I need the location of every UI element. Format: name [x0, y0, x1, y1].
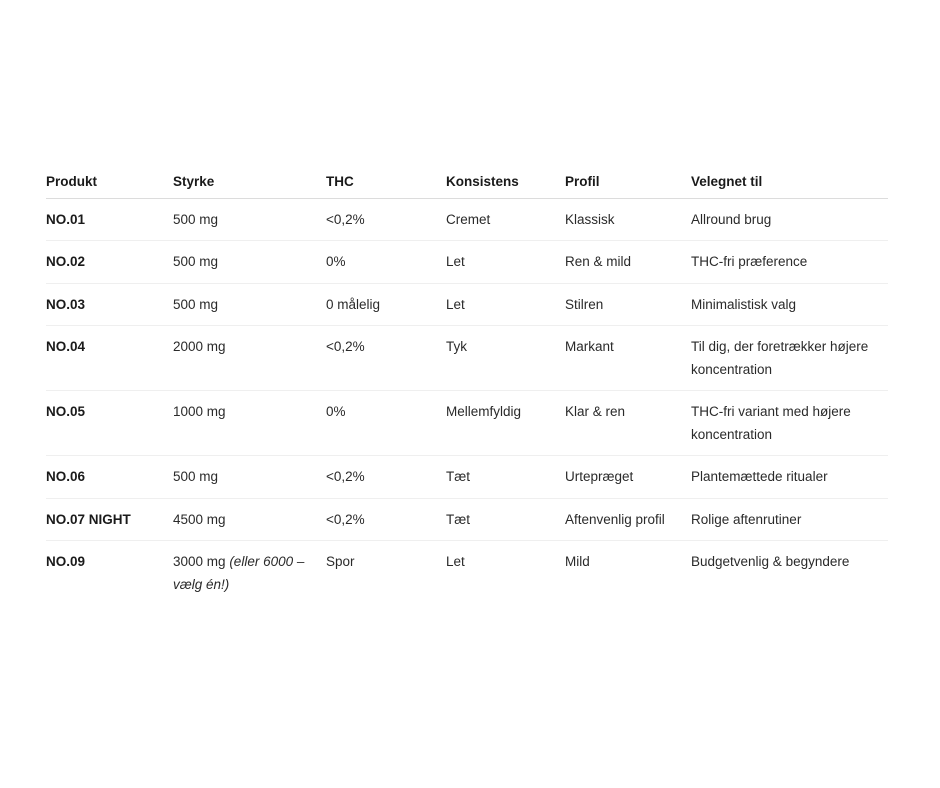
- cell-konsistens: [446, 541, 565, 606]
- cell-velegnet-til-text: Minimalistisk valg: [691, 296, 797, 312]
- cell-thc: [326, 498, 446, 541]
- cell-profil: [565, 198, 691, 241]
- cell-thc-text: <0,2%: [326, 339, 365, 354]
- cell-velegnet-til: [691, 198, 888, 241]
- cell-konsistens: [446, 326, 565, 391]
- cell-konsistens: [446, 391, 565, 456]
- cell-styrke-text: 500 mg: [173, 254, 219, 269]
- table-row: [46, 541, 888, 606]
- cell-produkt: [46, 498, 173, 541]
- table-body: [46, 198, 888, 605]
- cell-styrke-text: 500 mg: [173, 469, 219, 484]
- cell-profil: [565, 541, 691, 606]
- table-row: [46, 198, 888, 241]
- cell-styrke: [173, 326, 326, 391]
- cell-thc: [326, 283, 446, 326]
- cell-thc-text: <0,2%: [326, 211, 365, 227]
- table-header: [46, 164, 888, 198]
- cell-velegnet-til-text: Budgetvenlig & begyndere: [691, 554, 850, 569]
- cell-styrke: [173, 541, 326, 606]
- cell-produkt-text: NO.07 NIGHT: [46, 511, 131, 527]
- cell-styrke-text: 500 mg: [173, 211, 219, 227]
- cell-thc-text: 0 målelig: [326, 296, 381, 312]
- cell-velegnet-til: [691, 391, 888, 456]
- product-comparison-table: [46, 164, 888, 605]
- cell-thc: [326, 391, 446, 456]
- cell-profil: [565, 241, 691, 284]
- cell-konsistens-text: Let: [446, 254, 465, 269]
- cell-profil: [565, 456, 691, 499]
- cell-profil: [565, 391, 691, 456]
- cell-konsistens-text: Tæt: [446, 469, 471, 484]
- header-row: [46, 164, 888, 198]
- cell-styrke: [173, 456, 326, 499]
- cell-velegnet-til-text: Plantemættede ritualer: [691, 469, 828, 484]
- cell-velegnet-til-text: THC-fri variant med højere koncentration: [691, 404, 851, 442]
- cell-styrke-text: 4500 mg: [173, 511, 226, 527]
- cell-produkt: [46, 391, 173, 456]
- cell-thc-text: 0%: [326, 254, 346, 269]
- header-konsistens: Konsistens: [446, 164, 565, 198]
- cell-velegnet-til: [691, 498, 888, 541]
- table-row: [46, 456, 888, 499]
- cell-produkt-text: NO.06: [46, 469, 86, 484]
- cell-styrke-text: 2000 mg: [173, 339, 226, 354]
- cell-profil-text: Mild: [565, 554, 590, 569]
- cell-styrke-text: 1000 mg: [173, 404, 226, 419]
- cell-konsistens: [446, 456, 565, 499]
- cell-produkt: [46, 541, 173, 606]
- cell-konsistens: [446, 498, 565, 541]
- cell-velegnet-til-text: THC-fri præference: [691, 254, 808, 269]
- cell-konsistens-text: Mellemfyldig: [446, 404, 522, 419]
- table-row: [46, 283, 888, 326]
- cell-profil-text: Stilren: [565, 296, 604, 312]
- cell-velegnet-til: [691, 456, 888, 499]
- cell-profil-text: Ren & mild: [565, 254, 632, 269]
- cell-thc-text: Spor: [326, 554, 355, 569]
- header-velegnet-til: Velegnet til: [691, 164, 888, 198]
- header-thc: THC: [326, 164, 446, 198]
- styrke-note: (eller 6000 – vælg én!): [173, 554, 305, 592]
- cell-profil-text: Aftenvenlig profil: [565, 511, 665, 527]
- cell-konsistens-text: Let: [446, 554, 465, 569]
- cell-profil-text: Klassisk: [565, 211, 615, 227]
- cell-thc-text: <0,2%: [326, 469, 365, 484]
- cell-produkt-text: NO.03: [46, 296, 86, 312]
- cell-thc: [326, 326, 446, 391]
- cell-thc-text: <0,2%: [326, 511, 365, 527]
- table-row: [46, 498, 888, 541]
- cell-velegnet-til-text: Til dig, der foretrækker højere koncentration: [691, 339, 869, 377]
- cell-velegnet-til-text: Allround brug: [691, 211, 772, 227]
- cell-velegnet-til: [691, 241, 888, 284]
- cell-produkt-text: NO.05: [46, 404, 86, 419]
- cell-profil: [565, 326, 691, 391]
- cell-produkt: [46, 198, 173, 241]
- cell-styrke: [173, 198, 326, 241]
- cell-thc: [326, 456, 446, 499]
- cell-thc: [326, 198, 446, 241]
- cell-styrke-text: 3000 mg: [173, 554, 226, 569]
- cell-styrke-text: 500 mg: [173, 296, 219, 312]
- cell-konsistens-text: Tæt: [446, 511, 471, 527]
- cell-styrke: [173, 498, 326, 541]
- cell-styrke: [173, 391, 326, 456]
- cell-velegnet-til: [691, 283, 888, 326]
- table-row: [46, 241, 888, 284]
- cell-profil: [565, 498, 691, 541]
- cell-styrke: [173, 283, 326, 326]
- cell-produkt: [46, 456, 173, 499]
- cell-produkt-text: NO.02: [46, 254, 86, 269]
- cell-profil: [565, 283, 691, 326]
- cell-produkt-text: NO.04: [46, 339, 86, 354]
- cell-konsistens-text: Tyk: [446, 339, 468, 354]
- cell-produkt-text: NO.09: [46, 554, 86, 569]
- header-produkt: Produkt: [46, 164, 173, 198]
- cell-produkt-text: NO.01: [46, 211, 86, 227]
- cell-velegnet-til: [691, 326, 888, 391]
- cell-konsistens: [446, 283, 565, 326]
- header-styrke: Styrke: [173, 164, 326, 198]
- header-profil: Profil: [565, 164, 691, 198]
- cell-thc: [326, 541, 446, 606]
- cell-velegnet-til-text: Rolige aftenrutiner: [691, 511, 802, 527]
- cell-profil-text: Markant: [565, 339, 614, 354]
- cell-thc: [326, 241, 446, 284]
- cell-konsistens: [446, 198, 565, 241]
- cell-velegnet-til: [691, 541, 888, 606]
- cell-produkt: [46, 283, 173, 326]
- cell-profil-text: Klar & ren: [565, 404, 626, 419]
- cell-konsistens-text: Let: [446, 296, 465, 312]
- cell-konsistens: [446, 241, 565, 284]
- cell-thc-text: 0%: [326, 404, 346, 419]
- cell-konsistens-text: Cremet: [446, 211, 491, 227]
- cell-produkt: [46, 326, 173, 391]
- cell-styrke: [173, 241, 326, 284]
- table-row: [46, 391, 888, 456]
- cell-profil-text: Urtepræget: [565, 469, 634, 484]
- table-row: [46, 326, 888, 391]
- cell-produkt: [46, 241, 173, 284]
